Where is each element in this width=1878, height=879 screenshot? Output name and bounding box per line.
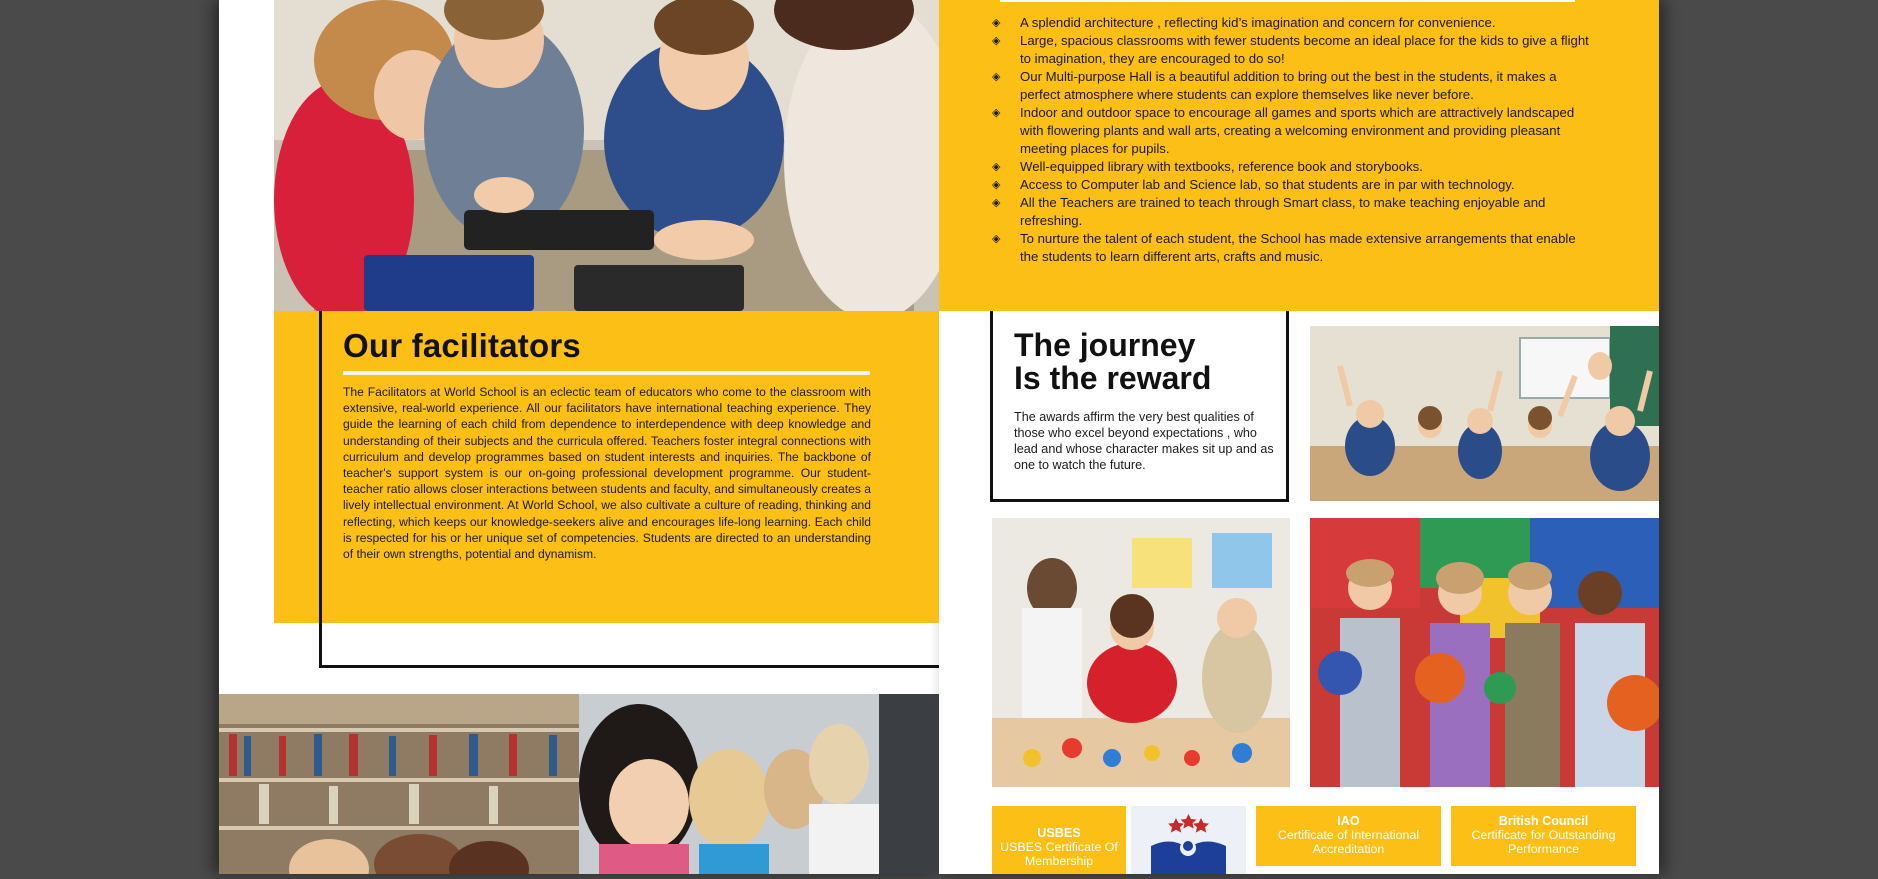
certificate-name: IAO bbox=[1337, 814, 1360, 828]
feature-item: ◈ A splendid architecture , reflecting kid’s imagination and concern for convenience. bbox=[992, 15, 1496, 30]
facilitators-title: Our facilitators bbox=[343, 327, 581, 364]
classroom-hands-raised-photo bbox=[1310, 326, 1659, 501]
diamond-bullet-icon: ◈ bbox=[992, 71, 1001, 83]
diamond-bullet-icon: ◈ bbox=[992, 17, 1001, 29]
title-underline bbox=[343, 371, 870, 375]
feature-item: ◈ Large, spacious classrooms with fewer students become an ideal place for the kids to give a flight to imagination, they are encouraged to do so! bbox=[992, 33, 1589, 66]
feature-item: ◈ Indoor and outdoor space to encourage all games and sports which are attractively landscaped with flowering plants and wall arts, creating a welcoming environment and providing pleasant meeting places for pupils. bbox=[992, 105, 1575, 156]
certificate-description: Certificate of International Accreditation bbox=[1277, 828, 1420, 856]
certificate-usbes bbox=[992, 806, 1126, 874]
certificate-iao bbox=[1256, 806, 1441, 866]
computer-lab-photo bbox=[579, 694, 939, 874]
kids-with-balls-photo bbox=[1310, 518, 1659, 787]
certificate-name: USBES bbox=[1037, 826, 1081, 840]
feature-item: ◈ Our Multi-purpose Hall is a beautiful addition to bring out the best in the students, it makes a perfect atmosphere where students can explore themselves like never before. bbox=[992, 69, 1557, 102]
top-divider bbox=[1000, 0, 1575, 2]
diamond-bullet-icon: ◈ bbox=[992, 233, 1001, 245]
journey-text: The awards affirm the very best qualities of those who excel beyond expectations , who lead and whose character makes sit up and as one to watch the future. bbox=[1014, 410, 1274, 472]
certificate-description: Certificate for Outstanding Performance bbox=[1471, 828, 1616, 856]
journey-title bbox=[1014, 329, 1211, 395]
certificate-description: USBES Certificate Of Membership bbox=[1000, 840, 1118, 868]
feature-item: ◈ Well-equipped library with textbooks, reference book and storybooks. bbox=[992, 159, 1423, 174]
certificate-name: British Council bbox=[1498, 814, 1589, 828]
diamond-bullet-icon: ◈ bbox=[992, 197, 1001, 209]
feature-item: ◈ All the Teachers are trained to teach through Smart class, to make teaching enjoyable and refreshing. bbox=[992, 195, 1546, 228]
journey-title-line-2: Is the reward bbox=[1014, 360, 1212, 396]
diamond-bullet-icon: ◈ bbox=[992, 161, 1001, 173]
school-crest-logo bbox=[1131, 806, 1246, 874]
journey-title-line-1: The journey bbox=[1014, 327, 1196, 363]
certificate-british-council bbox=[1451, 806, 1636, 866]
feature-item: ◈ Access to Computer lab and Science lab, so that students are in par with technology. bbox=[992, 177, 1515, 192]
facilitators-body: The Facilitators at World School is an eclectic team of educators who come to the classroom with extensive, real-world experience. All our facilitators have international teaching experience. They guide the learning of each child from dependence to interdependence with deep knowledge and understanding of their subjects and the curricula offered. Teachers foster integral connections with curriculum and develop programmes based on student interests and inquiries. The backbone of teacher's support system is our on-going professional development programme. Our student-teacher ratio allows closer interactions between students and faculty, and simultaneously creates a lively intellectual environment. At World School, we also cultivate a culture of reading, thinking and reflecting, which keeps our knowledge-seekers alive and encourages life-long learning. Each child is respected for his or her unique set of competencies. Students are directed to an understanding of their own strengths, potential and dynamism. bbox=[343, 385, 871, 562]
arts-and-crafts-photo bbox=[992, 518, 1290, 787]
feature-item: ◈ To nurture the talent of each student, the School has made extensive arrangements that enable the students to learn different arts, crafts and music. bbox=[992, 231, 1576, 264]
diamond-bullet-icon: ◈ bbox=[992, 35, 1001, 47]
features-list bbox=[990, 14, 1590, 266]
library-photo bbox=[219, 694, 579, 874]
diamond-bullet-icon: ◈ bbox=[992, 179, 1001, 191]
diamond-bullet-icon: ◈ bbox=[992, 107, 1001, 119]
kids-with-tablets-photo bbox=[274, 0, 939, 311]
